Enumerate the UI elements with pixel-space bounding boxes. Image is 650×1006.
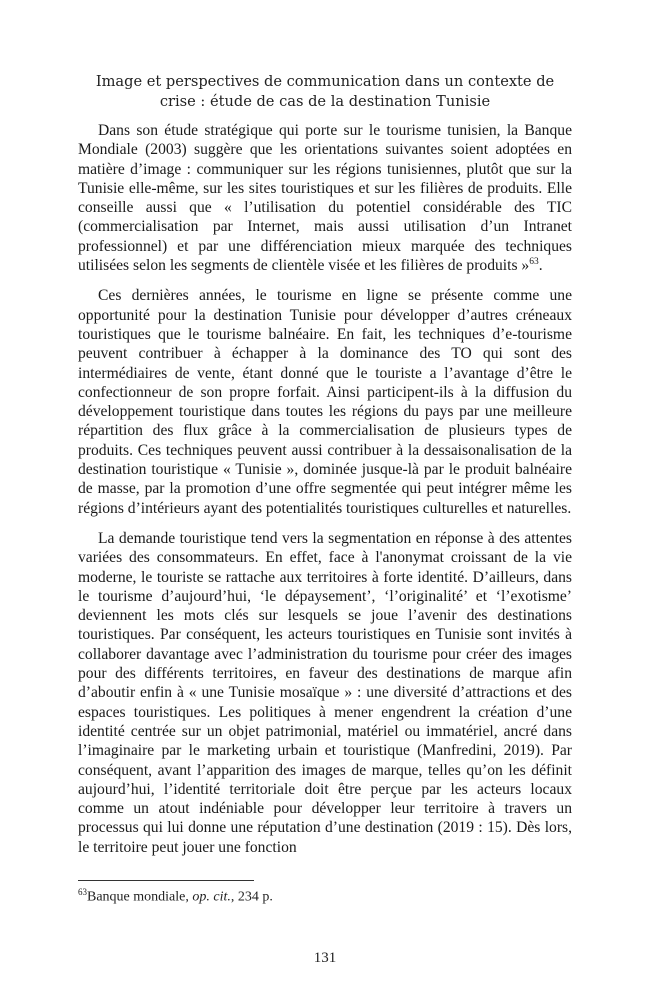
body-text (78, 121, 572, 868)
footnote-separator (78, 880, 254, 881)
footnote (78, 887, 572, 906)
running-header (90, 72, 560, 112)
header-title-line-1: Image et perspectives de communication dans un contexte de (95, 73, 555, 90)
footnote-text-before: Banque mondiale, (87, 889, 193, 905)
footnote-reference[interactable]: 63 (529, 256, 539, 267)
paragraph-1-text: Dans son étude stratégique qui porte sur le tourisme tunisien, la Banque Mondiale (2003) suggère que les orientations suivantes soient adoptées en matière d’image : communiquer sur les régions tunisiennes, plutôt que sur la Tunisie elle-même, sur les sites touristiques et sur les filières de produits. Elle conseille aussi que « l’utilisation du potentiel considérable des TIC (commercialisation par Internet, mais aussi utilisation d’un Intranet professionnel) et par une différenciation mieux marquée des techniques utilisées selon les segments de clientèle visée et les filières de produits » (78, 122, 572, 275)
footnote-number: 63 (78, 887, 87, 897)
header-title-line-2: crise : étude de cas de la destination Tunisie (159, 93, 491, 110)
paragraph-3: La demande touristique tend vers la segmentation en réponse à des attentes variées des consommateurs. En effet, face à l'anonymat croissant de la vie moderne, le touriste se rattache aux territoires à forte identité. D’ailleurs, dans le tourisme d’aujourd’hui, ‘le dépaysement’, ‘l’originalité’ et ‘l’exotisme’ deviennent les mots clés sur lesquels se joue l’avenir des destinations touristiques. Par conséquent, les acteurs touristiques en Tunisie sont invités à collaborer davantage avec l’administration du tourisme pour créer des images pour des différents territoires, en faveur des destinations de marque afin d’aboutir enfin à « une Tunisie mosaïque » : une diversité d’attractions et des espaces touristiques. Les politiques à mener engendrent la création d’une identité centrée sur un objet patrimonial, matériel ou immatériel, ancré dans l’imaginaire par le marketing urbain et touristique (Manfredini, 2019). Par conséquent, avant l’apparition des images de marque, telles qu’on les définit aujourd’hui, l’identité territoriale doit être perçue par les acteurs locaux comme un atout indéniable pour développer leur territoire à travers un processus qui lui donne une réputation d’une destination (2019 : 15). Dès lors, le territoire peut jouer une fonction (78, 529, 572, 856)
paragraph-2: Ces dernières années, le tourisme en ligne se présente comme une opportunité pour la destination Tunisie pour développer d’autres créneaux touristiques que le tourisme balnéaire. En fait, les techniques d’e-tourisme peuvent contribuer à échapper à la dominance des TO qui sont des intermédiaires de vente, étant donné que le touriste a l’avantage d’être le confectionneur de son propre forfait. Ainsi participent-ils à la diffusion du développement touristique dans toutes les régions du pays par une meilleure répartition des flux grâce à la commercialisation de plusieurs types de produits. Ces techniques peuvent aussi contribuer à la dessaisonalisation de la destination touristique « Tunisie », dominée jusque-là par le produit balnéaire de masse, par la promotion d’une offre segmentée qui peut intégrer même les régions d’intérieurs ayant des potentialités touristiques culturelles et naturelles. (78, 287, 572, 517)
page-number: 131 (313, 950, 337, 966)
paragraph-1 (78, 121, 572, 275)
paragraph-1-end: . (538, 257, 543, 275)
footnote-italic: op. cit. (192, 889, 231, 905)
footnote-text-after: , 234 p. (230, 889, 273, 905)
